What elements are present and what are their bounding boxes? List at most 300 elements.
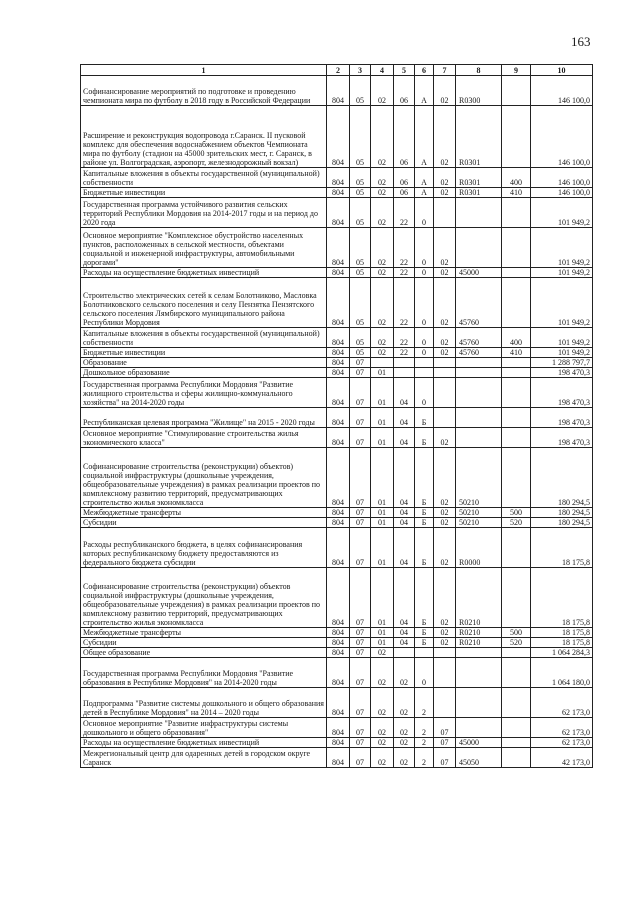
col-9-cell bbox=[502, 428, 531, 448]
row-name: Образование bbox=[81, 358, 327, 368]
col-3-cell: 07 bbox=[350, 508, 371, 518]
col-5-cell bbox=[394, 358, 415, 368]
col-8-cell: R0300 bbox=[456, 76, 502, 106]
col-3-cell: 05 bbox=[350, 188, 371, 198]
amount-cell: 198 470,3 bbox=[531, 428, 593, 448]
col-2-cell: 804 bbox=[327, 518, 350, 528]
col-7-cell bbox=[434, 358, 456, 368]
amount-cell: 1 064 284,3 bbox=[531, 648, 593, 658]
col-7-cell bbox=[434, 198, 456, 228]
col-3-cell: 07 bbox=[350, 368, 371, 378]
col-3-cell: 07 bbox=[350, 628, 371, 638]
col-5-cell: 02 bbox=[394, 738, 415, 748]
col-7-cell: 02 bbox=[434, 508, 456, 518]
row-name: Софинансирование строительства (реконструкции) объектов социальной инфраструктуры (дошкольные учреждения, общеобразовательные учреждения) в рамках реализации проектов по комплексному развитию территорий, предусматривающих строительство жилья экономкласса bbox=[81, 568, 327, 628]
col-3-cell: 05 bbox=[350, 76, 371, 106]
col-5-cell: 02 bbox=[394, 688, 415, 718]
col-2-cell: 804 bbox=[327, 428, 350, 448]
col-2-cell: 804 bbox=[327, 748, 350, 768]
amount-cell: 146 100,0 bbox=[531, 188, 593, 198]
col-8-cell bbox=[456, 198, 502, 228]
col-6-cell: 0 bbox=[415, 378, 434, 408]
col-3-cell: 07 bbox=[350, 358, 371, 368]
col-2-cell: 804 bbox=[327, 688, 350, 718]
col-8-cell: 50210 bbox=[456, 448, 502, 508]
col-9-cell bbox=[502, 408, 531, 428]
col-3-cell: 05 bbox=[350, 168, 371, 188]
col-6-cell: Б bbox=[415, 568, 434, 628]
row-name: Бюджетные инвестиции bbox=[81, 188, 327, 198]
col-9-cell bbox=[502, 648, 531, 658]
amount-cell: 62 173,0 bbox=[531, 718, 593, 738]
table-row bbox=[81, 168, 593, 188]
col-2-cell: 804 bbox=[327, 328, 350, 348]
col-8-cell bbox=[456, 658, 502, 688]
col-3-cell: 07 bbox=[350, 658, 371, 688]
col-7-cell: 02 bbox=[434, 518, 456, 528]
amount-cell: 180 294,5 bbox=[531, 448, 593, 508]
col-3-cell: 07 bbox=[350, 448, 371, 508]
col-9-cell bbox=[502, 358, 531, 368]
header-cell: 9 bbox=[502, 65, 531, 76]
row-name: Софинансирование строительства (реконструкции) объектов) социальной инфраструктуры (дошкольные учреждения, общеобразовательные учреждения) в рамках реализации проектов по комплексному развитию территорий, предусматривающих строительство жилья экономкласса bbox=[81, 448, 327, 508]
col-7-cell: 02 bbox=[434, 268, 456, 278]
col-9-cell bbox=[502, 718, 531, 738]
col-5-cell: 04 bbox=[394, 638, 415, 648]
col-3-cell: 07 bbox=[350, 428, 371, 448]
col-5-cell bbox=[394, 368, 415, 378]
header-cell: 7 bbox=[434, 65, 456, 76]
col-2-cell: 804 bbox=[327, 658, 350, 688]
col-5-cell: 22 bbox=[394, 328, 415, 348]
col-4-cell: 02 bbox=[371, 278, 394, 328]
col-9-cell bbox=[502, 448, 531, 508]
col-6-cell: 0 bbox=[415, 268, 434, 278]
col-9-cell: 410 bbox=[502, 348, 531, 358]
col-2-cell: 804 bbox=[327, 718, 350, 738]
col-3-cell: 07 bbox=[350, 748, 371, 768]
col-3-cell: 05 bbox=[350, 106, 371, 168]
col-3-cell: 07 bbox=[350, 568, 371, 628]
col-2-cell: 804 bbox=[327, 368, 350, 378]
col-9-cell bbox=[502, 568, 531, 628]
col-4-cell: 01 bbox=[371, 528, 394, 568]
col-9-cell bbox=[502, 278, 531, 328]
table-row bbox=[81, 508, 593, 518]
col-5-cell: 22 bbox=[394, 198, 415, 228]
table-row bbox=[81, 228, 593, 268]
col-5-cell: 04 bbox=[394, 408, 415, 428]
col-4-cell: 02 bbox=[371, 188, 394, 198]
table-row bbox=[81, 428, 593, 448]
col-4-cell: 01 bbox=[371, 568, 394, 628]
col-7-cell: 02 bbox=[434, 528, 456, 568]
col-3-cell: 05 bbox=[350, 198, 371, 228]
amount-cell: 146 100,0 bbox=[531, 106, 593, 168]
col-7-cell: 02 bbox=[434, 448, 456, 508]
amount-cell: 180 294,5 bbox=[531, 518, 593, 528]
col-9-cell bbox=[502, 688, 531, 718]
col-2-cell: 804 bbox=[327, 738, 350, 748]
row-name: Государственная программа Республики Мордовия "Развитие жилищного строительства и сферы жилищно-коммунального хозяйства" на 2014-2020 годы bbox=[81, 378, 327, 408]
col-8-cell bbox=[456, 688, 502, 718]
row-name: Капитальные вложения в объекты государственной (муниципальной) собственности bbox=[81, 328, 327, 348]
col-9-cell bbox=[502, 106, 531, 168]
col-4-cell: 02 bbox=[371, 106, 394, 168]
col-6-cell: А bbox=[415, 76, 434, 106]
amount-cell: 101 949,2 bbox=[531, 198, 593, 228]
col-4-cell: 01 bbox=[371, 408, 394, 428]
col-6-cell: Б bbox=[415, 448, 434, 508]
row-name: Государственная программа Республики Мордовия "Развитие образования в Республике Мордовия" на 2014-2020 годы bbox=[81, 658, 327, 688]
table-row bbox=[81, 748, 593, 768]
header-cell: 6 bbox=[415, 65, 434, 76]
amount-cell: 18 175,8 bbox=[531, 528, 593, 568]
table-row bbox=[81, 638, 593, 648]
col-8-cell bbox=[456, 408, 502, 428]
col-4-cell: 02 bbox=[371, 168, 394, 188]
col-4-cell: 02 bbox=[371, 76, 394, 106]
col-5-cell: 04 bbox=[394, 528, 415, 568]
amount-cell: 62 173,0 bbox=[531, 688, 593, 718]
col-2-cell: 804 bbox=[327, 638, 350, 648]
col-8-cell: R0210 bbox=[456, 628, 502, 638]
amount-cell: 62 173,0 bbox=[531, 738, 593, 748]
col-4-cell: 01 bbox=[371, 448, 394, 508]
col-6-cell bbox=[415, 368, 434, 378]
amount-cell: 180 294,5 bbox=[531, 508, 593, 518]
col-3-cell: 05 bbox=[350, 268, 371, 278]
col-7-cell bbox=[434, 378, 456, 408]
col-3-cell: 07 bbox=[350, 718, 371, 738]
col-9-cell: 520 bbox=[502, 518, 531, 528]
col-4-cell: 01 bbox=[371, 368, 394, 378]
col-9-cell bbox=[502, 738, 531, 748]
col-2-cell: 804 bbox=[327, 348, 350, 358]
row-name: Основное мероприятие "Стимулирование строительства жилья экономического класса" bbox=[81, 428, 327, 448]
col-5-cell: 02 bbox=[394, 748, 415, 768]
col-5-cell: 22 bbox=[394, 348, 415, 358]
row-name: Бюджетные инвестиции bbox=[81, 348, 327, 358]
col-8-cell: 45000 bbox=[456, 268, 502, 278]
col-2-cell: 804 bbox=[327, 168, 350, 188]
col-9-cell: 400 bbox=[502, 168, 531, 188]
col-7-cell: 02 bbox=[434, 76, 456, 106]
table-row bbox=[81, 328, 593, 348]
col-5-cell: 06 bbox=[394, 106, 415, 168]
col-9-cell bbox=[502, 368, 531, 378]
col-8-cell bbox=[456, 648, 502, 658]
row-name: Межбюджетные трансферты bbox=[81, 628, 327, 638]
header-cell: 5 bbox=[394, 65, 415, 76]
row-name: Межбюджетные трансферты bbox=[81, 508, 327, 518]
col-5-cell: 22 bbox=[394, 268, 415, 278]
col-5-cell: 06 bbox=[394, 168, 415, 188]
table-row bbox=[81, 528, 593, 568]
col-5-cell: 04 bbox=[394, 518, 415, 528]
row-name: Расходы на осуществление бюджетных инвестиций bbox=[81, 738, 327, 748]
col-9-cell bbox=[502, 748, 531, 768]
col-3-cell: 07 bbox=[350, 518, 371, 528]
table-row bbox=[81, 76, 593, 106]
col-4-cell: 02 bbox=[371, 228, 394, 268]
col-5-cell: 04 bbox=[394, 508, 415, 518]
table-row bbox=[81, 658, 593, 688]
col-3-cell: 05 bbox=[350, 328, 371, 348]
col-5-cell: 06 bbox=[394, 188, 415, 198]
amount-cell: 18 175,8 bbox=[531, 568, 593, 628]
budget-table bbox=[80, 64, 593, 768]
col-2-cell: 804 bbox=[327, 528, 350, 568]
row-name: Расходы на осуществление бюджетных инвестиций bbox=[81, 268, 327, 278]
row-name: Капитальные вложения в объекты государственной (муниципальной) собственности bbox=[81, 168, 327, 188]
row-name: Общее образование bbox=[81, 648, 327, 658]
col-9-cell bbox=[502, 228, 531, 268]
col-8-cell: 45760 bbox=[456, 278, 502, 328]
col-4-cell: 02 bbox=[371, 688, 394, 718]
col-8-cell: 45000 bbox=[456, 738, 502, 748]
table-row bbox=[81, 348, 593, 358]
col-7-cell: 02 bbox=[434, 228, 456, 268]
col-9-cell bbox=[502, 198, 531, 228]
header-cell: 4 bbox=[371, 65, 394, 76]
table-row bbox=[81, 448, 593, 508]
col-3-cell: 05 bbox=[350, 348, 371, 358]
col-9-cell: 400 bbox=[502, 328, 531, 348]
col-6-cell bbox=[415, 358, 434, 368]
col-2-cell: 804 bbox=[327, 198, 350, 228]
col-7-cell bbox=[434, 408, 456, 428]
row-name: Государственная программа устойчивого развития сельских территорий Республики Мордовия на 2014-2017 годы и на период до 2020 года bbox=[81, 198, 327, 228]
col-9-cell bbox=[502, 378, 531, 408]
col-3-cell: 07 bbox=[350, 738, 371, 748]
amount-cell: 101 949,2 bbox=[531, 228, 593, 268]
col-5-cell: 04 bbox=[394, 568, 415, 628]
table-row bbox=[81, 268, 593, 278]
col-8-cell: 45760 bbox=[456, 328, 502, 348]
col-2-cell: 804 bbox=[327, 268, 350, 278]
table-row bbox=[81, 278, 593, 328]
table-row bbox=[81, 106, 593, 168]
row-name: Строительство электрических сетей к селам Болотниково, Масловка Болотниковского сельского поселения и селу Пензятка Пензятского сельского поселения Лямбирского муниципального района Республики Мордовия bbox=[81, 278, 327, 328]
col-6-cell: 2 bbox=[415, 688, 434, 718]
col-6-cell: Б bbox=[415, 408, 434, 428]
col-8-cell bbox=[456, 718, 502, 738]
col-8-cell: R0301 bbox=[456, 188, 502, 198]
amount-cell: 146 100,0 bbox=[531, 168, 593, 188]
row-name: Дошкольное образование bbox=[81, 368, 327, 378]
col-3-cell: 07 bbox=[350, 638, 371, 648]
col-5-cell: 06 bbox=[394, 76, 415, 106]
col-7-cell: 02 bbox=[434, 278, 456, 328]
row-name: Подпрограмма "Развитие системы дошкольного и общего образования детей в Республике Мордовия" на 2014 – 2020 годы bbox=[81, 688, 327, 718]
col-7-cell: 02 bbox=[434, 628, 456, 638]
col-4-cell: 02 bbox=[371, 748, 394, 768]
col-2-cell: 804 bbox=[327, 568, 350, 628]
col-2-cell: 804 bbox=[327, 378, 350, 408]
header-cell: 8 bbox=[456, 65, 502, 76]
col-3-cell: 05 bbox=[350, 278, 371, 328]
col-5-cell: 04 bbox=[394, 378, 415, 408]
col-8-cell: R0000 bbox=[456, 528, 502, 568]
row-name: Республиканская целевая программа "Жилище" на 2015 - 2020 годы bbox=[81, 408, 327, 428]
col-4-cell: 01 bbox=[371, 638, 394, 648]
amount-cell: 1 064 180,0 bbox=[531, 658, 593, 688]
col-6-cell: 0 bbox=[415, 228, 434, 268]
col-4-cell: 02 bbox=[371, 348, 394, 358]
col-7-cell bbox=[434, 648, 456, 658]
col-4-cell: 01 bbox=[371, 628, 394, 638]
amount-cell: 198 470,3 bbox=[531, 368, 593, 378]
col-7-cell: 02 bbox=[434, 328, 456, 348]
col-2-cell: 804 bbox=[327, 408, 350, 428]
col-6-cell: 0 bbox=[415, 198, 434, 228]
amount-cell: 101 949,2 bbox=[531, 328, 593, 348]
amount-cell: 198 470,3 bbox=[531, 378, 593, 408]
col-7-cell: 02 bbox=[434, 106, 456, 168]
col-4-cell: 02 bbox=[371, 268, 394, 278]
col-6-cell: Б bbox=[415, 508, 434, 518]
amount-cell: 198 470,3 bbox=[531, 408, 593, 428]
col-8-cell bbox=[456, 358, 502, 368]
table-row bbox=[81, 648, 593, 658]
col-6-cell: 2 bbox=[415, 748, 434, 768]
col-4-cell: 01 bbox=[371, 508, 394, 518]
col-6-cell: 2 bbox=[415, 718, 434, 738]
table-row bbox=[81, 358, 593, 368]
col-6-cell: А bbox=[415, 168, 434, 188]
col-8-cell bbox=[456, 228, 502, 268]
col-7-cell: 07 bbox=[434, 738, 456, 748]
table-row bbox=[81, 718, 593, 738]
table-row bbox=[81, 688, 593, 718]
table-row bbox=[81, 628, 593, 638]
col-4-cell: 02 bbox=[371, 328, 394, 348]
col-4-cell: 02 bbox=[371, 648, 394, 658]
col-8-cell: R0301 bbox=[456, 168, 502, 188]
col-8-cell: R0210 bbox=[456, 568, 502, 628]
col-4-cell: 02 bbox=[371, 738, 394, 748]
col-7-cell: 02 bbox=[434, 428, 456, 448]
col-2-cell: 804 bbox=[327, 228, 350, 268]
col-5-cell: 22 bbox=[394, 278, 415, 328]
col-9-cell: 500 bbox=[502, 628, 531, 638]
col-7-cell: 02 bbox=[434, 638, 456, 648]
col-6-cell: 0 bbox=[415, 348, 434, 358]
col-6-cell: А bbox=[415, 188, 434, 198]
col-9-cell: 410 bbox=[502, 188, 531, 198]
col-8-cell: R0301 bbox=[456, 106, 502, 168]
header-cell: 1 bbox=[81, 65, 327, 76]
col-3-cell: 07 bbox=[350, 648, 371, 658]
row-name: Субсидии bbox=[81, 638, 327, 648]
col-7-cell: 07 bbox=[434, 718, 456, 738]
col-7-cell bbox=[434, 368, 456, 378]
table-row bbox=[81, 198, 593, 228]
col-9-cell bbox=[502, 528, 531, 568]
col-6-cell: Б bbox=[415, 528, 434, 568]
col-4-cell: 01 bbox=[371, 518, 394, 528]
amount-cell: 101 949,2 bbox=[531, 348, 593, 358]
col-8-cell bbox=[456, 368, 502, 378]
col-2-cell: 804 bbox=[327, 76, 350, 106]
col-3-cell: 07 bbox=[350, 528, 371, 568]
table-body bbox=[81, 76, 593, 768]
col-4-cell: 02 bbox=[371, 718, 394, 738]
col-4-cell: 01 bbox=[371, 428, 394, 448]
amount-cell: 146 100,0 bbox=[531, 76, 593, 106]
col-5-cell: 04 bbox=[394, 448, 415, 508]
amount-cell: 1 288 797,7 bbox=[531, 358, 593, 368]
header-cell: 10 bbox=[531, 65, 593, 76]
col-9-cell: 500 bbox=[502, 508, 531, 518]
row-name: Субсидии bbox=[81, 518, 327, 528]
col-3-cell: 07 bbox=[350, 378, 371, 408]
col-3-cell: 07 bbox=[350, 688, 371, 718]
col-7-cell: 02 bbox=[434, 568, 456, 628]
col-6-cell: Б bbox=[415, 518, 434, 528]
col-7-cell: 02 bbox=[434, 348, 456, 358]
col-2-cell: 804 bbox=[327, 188, 350, 198]
table-row bbox=[81, 368, 593, 378]
header-row bbox=[81, 65, 593, 76]
col-5-cell: 22 bbox=[394, 228, 415, 268]
row-name: Расширение и реконструкция водопровода г.Саранск. II пусковой комплекс для обеспечения водоснабжением объектов Чемпионата мира по футболу (стадион на 45000 зрительских мест, г. Саранск, в районе ул. Волгоградская, аэропорт, железнодорожный вокзал) bbox=[81, 106, 327, 168]
col-6-cell: 0 bbox=[415, 658, 434, 688]
table-row bbox=[81, 378, 593, 408]
col-7-cell: 02 bbox=[434, 168, 456, 188]
row-name: Межрегиональный центр для одаренных детей в городском округе Саранск bbox=[81, 748, 327, 768]
col-2-cell: 804 bbox=[327, 106, 350, 168]
col-5-cell: 04 bbox=[394, 628, 415, 638]
col-6-cell: 0 bbox=[415, 328, 434, 348]
table-row bbox=[81, 738, 593, 748]
col-8-cell: 45760 bbox=[456, 348, 502, 358]
header-cell: 2 bbox=[327, 65, 350, 76]
col-5-cell bbox=[394, 648, 415, 658]
col-7-cell bbox=[434, 688, 456, 718]
col-5-cell: 02 bbox=[394, 718, 415, 738]
amount-cell: 42 173,0 bbox=[531, 748, 593, 768]
amount-cell: 18 175,8 bbox=[531, 638, 593, 648]
col-9-cell bbox=[502, 658, 531, 688]
col-2-cell: 804 bbox=[327, 628, 350, 638]
col-2-cell: 804 bbox=[327, 278, 350, 328]
col-7-cell: 07 bbox=[434, 748, 456, 768]
col-4-cell: 01 bbox=[371, 378, 394, 408]
col-6-cell bbox=[415, 648, 434, 658]
row-name: Основное мероприятие "Развитие инфраструктуры системы дошкольного и общего образования" bbox=[81, 718, 327, 738]
col-2-cell: 804 bbox=[327, 358, 350, 368]
col-6-cell: Б bbox=[415, 638, 434, 648]
col-6-cell: А bbox=[415, 106, 434, 168]
table-row bbox=[81, 568, 593, 628]
col-4-cell: 02 bbox=[371, 198, 394, 228]
amount-cell: 101 949,2 bbox=[531, 268, 593, 278]
col-8-cell bbox=[456, 378, 502, 408]
col-2-cell: 804 bbox=[327, 448, 350, 508]
col-4-cell: 02 bbox=[371, 658, 394, 688]
col-8-cell: R0210 bbox=[456, 638, 502, 648]
col-2-cell: 804 bbox=[327, 508, 350, 518]
col-6-cell: 2 bbox=[415, 738, 434, 748]
amount-cell: 101 949,2 bbox=[531, 278, 593, 328]
col-9-cell bbox=[502, 268, 531, 278]
row-name: Софинансирование мероприятий по подготовке и проведению чемпионата мира по футболу в 2018 году в Российской Федерации bbox=[81, 76, 327, 106]
col-6-cell: 0 bbox=[415, 278, 434, 328]
col-7-cell bbox=[434, 658, 456, 688]
col-5-cell: 04 bbox=[394, 428, 415, 448]
